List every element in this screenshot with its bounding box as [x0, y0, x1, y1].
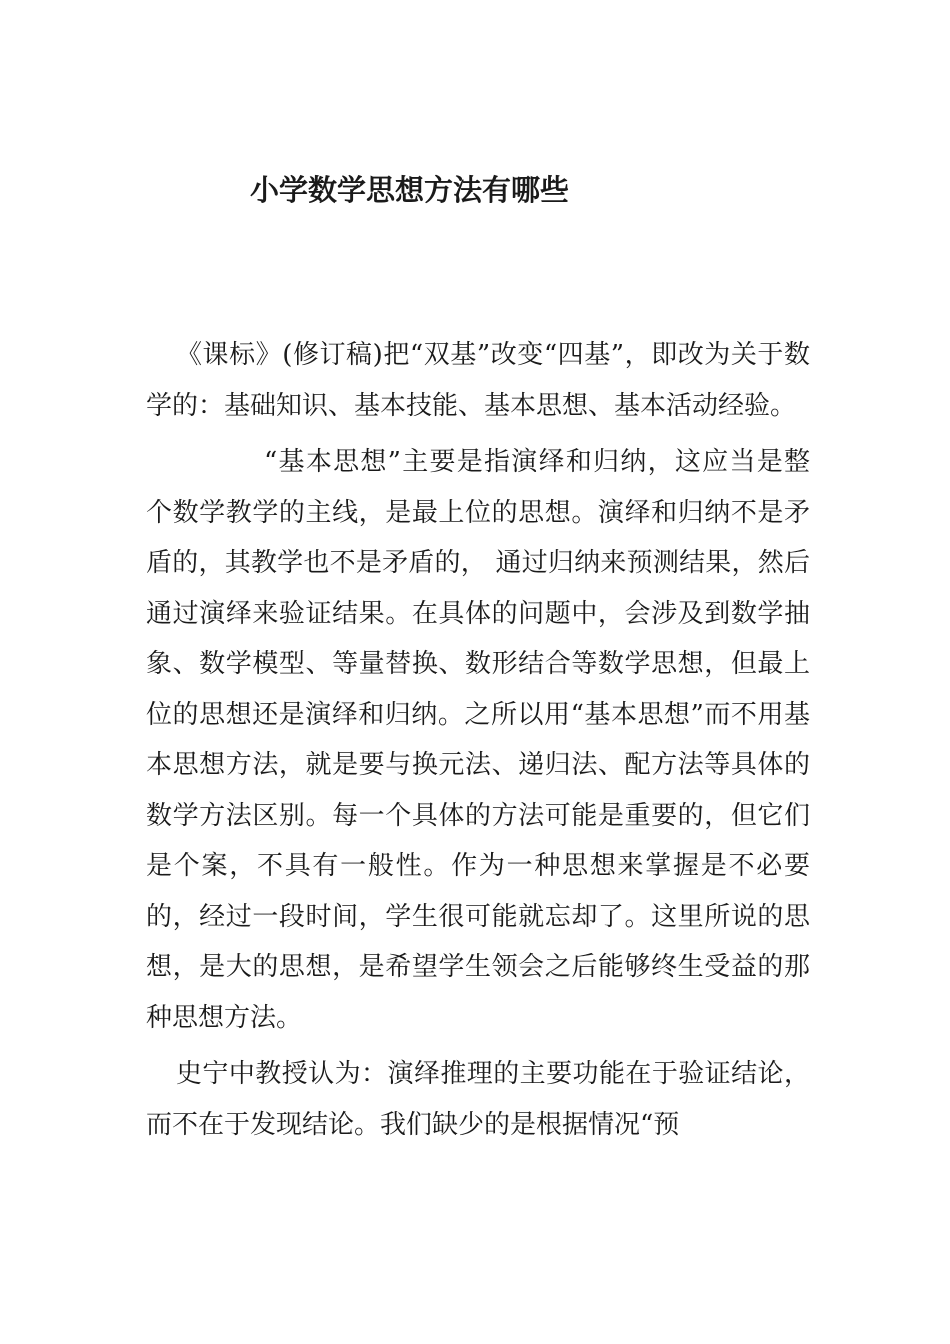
paragraph-professor-view: 史宁中教授认为：演绎推理的主要功能在于验证结论，而不在于发现结论。我们缺少的是根据情况“预 — [146, 1059, 810, 1140]
document-body — [146, 330, 810, 1156]
paragraph-curriculum-standards: 《课标》(修订稿)把“双基”改变“四基”，即改为关于数学的：基础知识、基本技能、基本思想、基本活动经验。 — [146, 340, 810, 421]
document-title: 小学数学思想方法有哪些 — [250, 173, 570, 207]
paragraph-basic-ideas: “基本思想”主要是指演绎和归纳，这应当是整个数学教学的主线，是最上位的思想。演绎和归纳不是矛盾的，其教学也不是矛盾的， 通过归纳来预测结果，然后通过演绎来验证结果。在具体的问题中，会涉及到数学抽象、数学模型、等量替换、数形结合等数学思想，但最上位的思想还是演绎和归纳。之所以用“基本思想”而不用基本思想方法，就是要与换元法、递归法、配方法等具体的数学方法区别。每一个具体的方法可能是重要的，但它们是个案，不具有一般性。作为一种思想来掌握是不必要的，经过一段时间，学生很可能就忘却了。这里所说的思想，是大的思想，是希望学生领会之后能够终生受益的那种思想方法。 — [146, 447, 810, 1033]
